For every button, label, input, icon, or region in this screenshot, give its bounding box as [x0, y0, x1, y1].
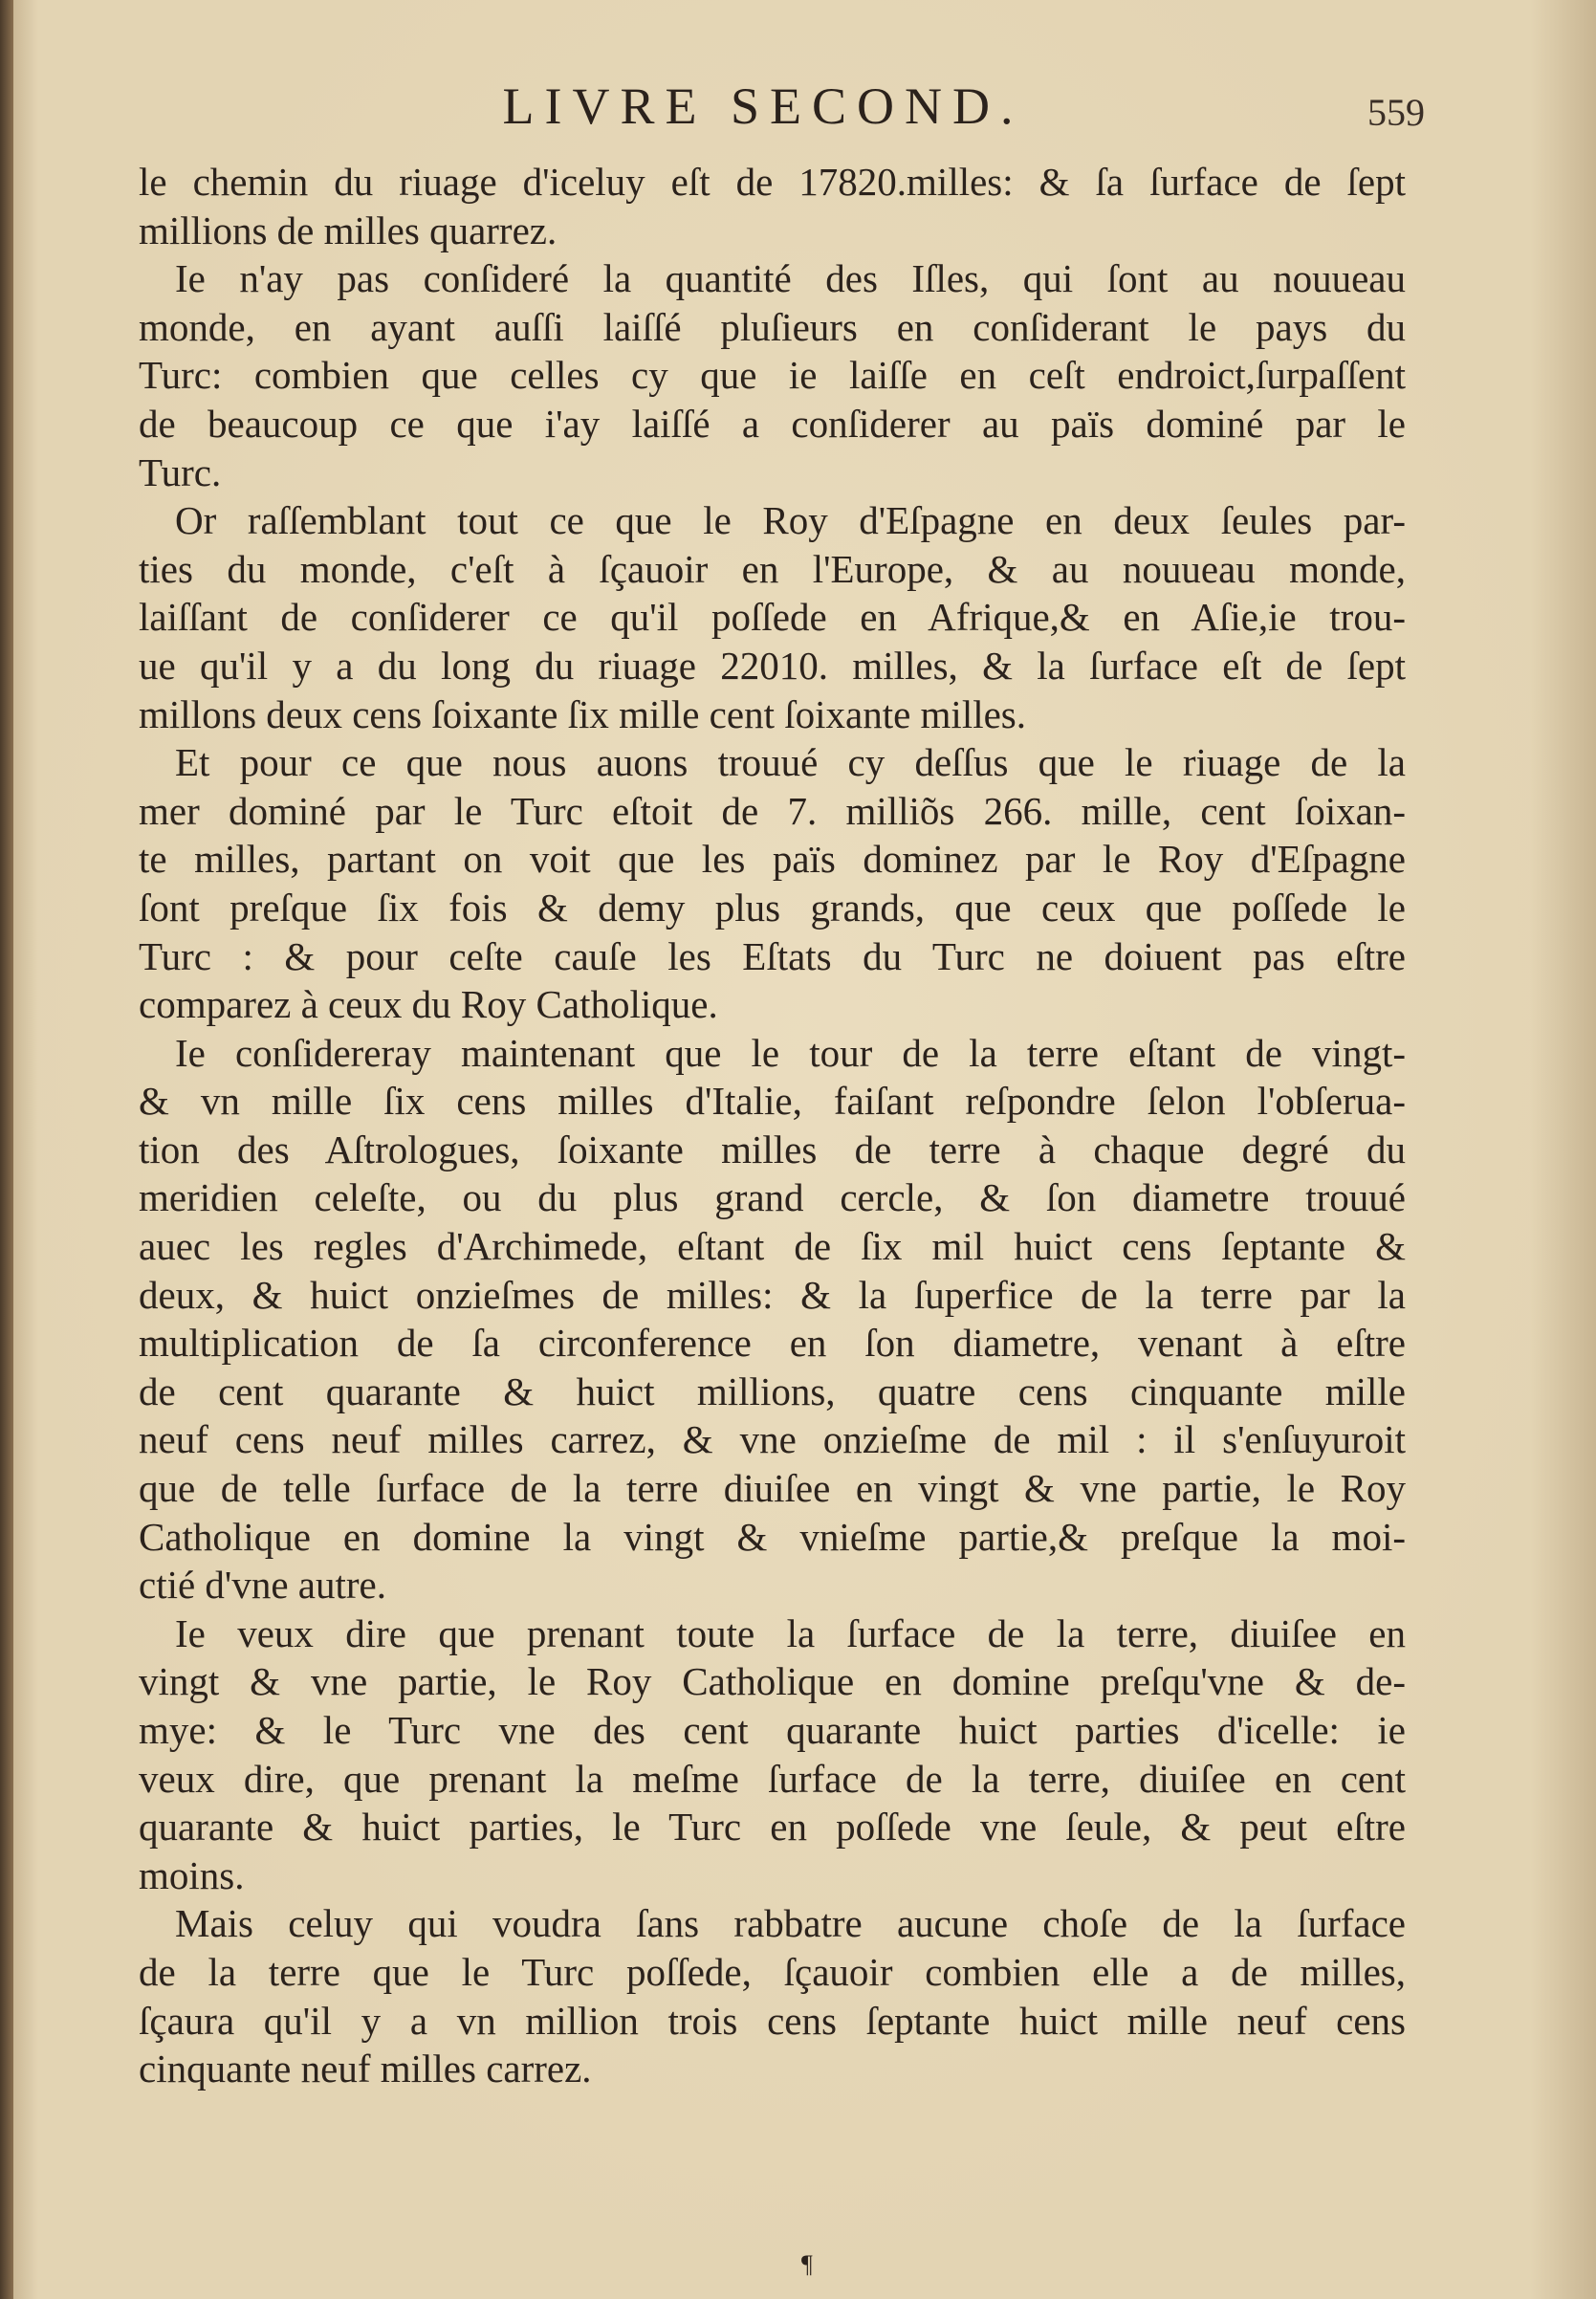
text-line: tion des Aſtrologues, ſoixante milles de terre à chaque degré du: [139, 1127, 1406, 1171]
text-line: de cent quarante & huict millions, quatre cens cinquante mille: [139, 1368, 1406, 1413]
text-line: Et pour ce que nous auons trouué cy deſſus que le riuage de la: [175, 740, 1406, 785]
text-line: mer dominé par le Turc eſtoit de 7. milliõs 266. mille, cent ſoixan-: [139, 788, 1406, 833]
page-header: [0, 77, 1596, 143]
text-line: cinquante neuf milles carrez.: [139, 2047, 592, 2091]
text-line: vingt & vne partie, le Roy Catholique en domine preſqu'vne & de-: [139, 1659, 1406, 1704]
text-line: ties du monde, c'eſt à ſçauoir en l'Europe, & au nouueau monde,: [139, 546, 1406, 591]
text-line: & vn mille ſix cens milles d'Italie, faiſant reſpondre ſelon l'obſerua-: [139, 1079, 1406, 1124]
text-line: Ie veux dire que prenant toute la ſurface de la terre, diuiſee en: [175, 1610, 1406, 1655]
signature-mark: ¶: [801, 2250, 813, 2278]
text-line: millions de milles quarrez.: [139, 208, 558, 252]
text-line: ſont preſque ſix fois & demy plus grands, que ceux que poſſede le: [139, 885, 1406, 930]
text-line: comparez à ceux du Roy Catholique.: [139, 982, 718, 1027]
text-line: ctié d'vne autre.: [139, 1563, 386, 1608]
text-line: auec les regles d'Archimede, eſtant de ſix mil huict cens ſeptante &: [139, 1224, 1406, 1269]
text-line: mye: & le Turc vne des cent quarante huict parties d'icelle: ie: [139, 1708, 1406, 1752]
text-line: millons deux cens ſoixante ſix mille cent ſoixante milles.: [139, 691, 1027, 736]
text-line: Turc.: [139, 449, 222, 494]
text-line: de la terre que le Turc poſſede, ſçauoir combien elle a de milles,: [139, 1949, 1406, 1994]
text-line: meridien celeſte, ou du plus grand cercle, & ſon diametre trouué: [139, 1175, 1406, 1220]
text-line: multiplication de ſa circonference en ſon diametre, venant à eſtre: [139, 1321, 1406, 1366]
text-line: que de telle ſurface de la terre diuiſee en vingt & vne partie, le Roy: [139, 1466, 1406, 1511]
page-number: 559: [1367, 91, 1425, 134]
text-line: monde, en ayant auſſi laiſſé pluſieurs en conſiderant le pays du: [139, 304, 1406, 349]
text-line: ſçaura qu'il y a vn million trois cens ſeptante huict mille neuf cens: [139, 1998, 1406, 2043]
text-line: deux, & huict onzieſmes de milles: & la ſuperfice de la terre par la: [139, 1272, 1406, 1317]
text-line: veux dire, que prenant la meſme ſurface de la terre, diuiſee en cent: [139, 1756, 1406, 1801]
text-line: quarante & huict parties, le Turc en poſſede vne ſeule, & peut eſtre: [139, 1805, 1406, 1850]
text-line: Mais celuy qui voudra ſans rabbatre aucune choſe de la ſurface: [175, 1901, 1406, 1946]
text-line: laiſſant de conſiderer ce qu'il poſſede en Afrique,& en Aſie,ie trou-: [139, 595, 1406, 640]
text-line: Ie n'ay pas conſideré la quantité des Iſles, qui ſont au nouueau: [175, 256, 1406, 301]
text-line: te milles, partant on voit que les païs dominez par le Roy d'Eſpagne: [139, 837, 1406, 882]
body-text: [139, 158, 1406, 2093]
text-line: Turc : & pour ceſte cauſe les Eſtats du Turc ne doiuent pas eſtre: [139, 933, 1406, 978]
text-line: moins.: [139, 1852, 245, 1897]
page-gutter-edge: [0, 0, 13, 2299]
text-line: Ie conſidereray maintenant que le tour de la terre eſtant de vingt-: [175, 1030, 1406, 1075]
text-line: le chemin du riuage d'iceluy eſt de 17820.milles: & ſa ſurface de ſept: [139, 160, 1406, 204]
text-line: Turc: combien que celles cy que ie laiſſe en ceſt endroict,ſurpaſſent: [139, 353, 1406, 398]
text-line: de beaucoup ce que i'ay laiſſé a conſiderer au païs dominé par le: [139, 401, 1406, 446]
text-line: Catholique en domine la vingt & vnieſme partie,& preſque la moi-: [139, 1514, 1406, 1559]
text-line: Or raſſemblant tout ce que le Roy d'Eſpagne en deux ſeules par-: [175, 498, 1406, 543]
text-line: ue qu'il y a du long du riuage 22010. milles, & la ſurface eſt de ſept: [139, 643, 1406, 688]
running-head: LIVRE SECOND.: [502, 77, 1024, 135]
text-line: neuf cens neuf milles carrez, & vne onzieſme de mil : il s'enſuyuroit: [139, 1417, 1406, 1462]
